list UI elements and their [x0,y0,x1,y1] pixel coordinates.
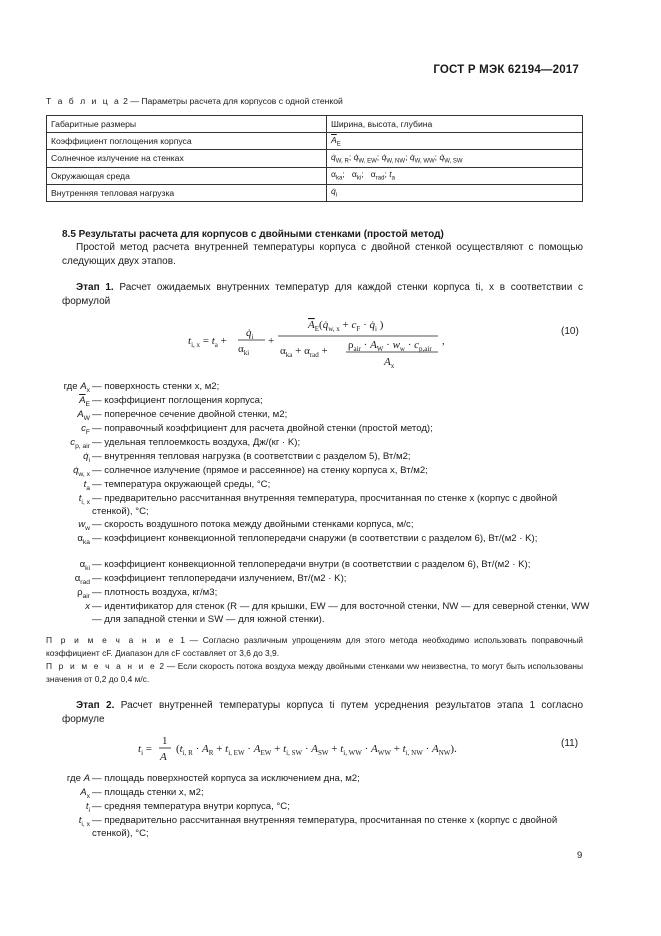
symbol: $w_w$ [78,519,90,532]
parameters-table [46,115,583,202]
definition: — коэффициент конвекционной теплопередачи внутри (в соответствии с разделом 6), Вт/(м2 · K); [92,559,531,570]
definition: — коэффициент конвекционной теплопередачи снаружи (в соответствии с разделом 6), Вт/(м2 · K); [92,533,538,544]
definition: — удельная теплоемкость воздуха, Дж/(кг · K); [92,437,301,448]
definition: — внутренняя тепловая нагрузка (в соответствии с разделом 5), Вт/м2; [92,451,411,462]
symbol: $q̇_i$ [83,451,90,464]
definition: — идентификатор для стенок (R — для крышки, EW — для восточной стенки, NW — для северной стенки, WW — для западной стенки и SW — для южной стенки). [92,601,590,625]
definition: — поправочный коэффициент для расчета двойной стенки (простой метод); [92,423,433,434]
table-row [47,167,583,184]
table-row [47,184,583,201]
symbol: $\rho_{air}$ [77,587,90,600]
note-1 [46,634,583,659]
document-header: ГОСТ Р МЭК 62194—2017 [433,64,579,76]
svg-text:A: A [160,751,167,763]
table-row [47,150,583,167]
table-cell: $\alpha_{ka}$; $\alpha_{ki}$; $\alpha_{rad}$; $t_a$ [327,167,583,184]
table-caption [46,96,343,106]
formula-11 [136,730,496,766]
equation-number-10: (10) [561,326,579,337]
note-text: 1 — Согласно различным упрощениям для этого метода необходимо использовать поправочный коэффициент cF. Диапазон для cF составляет от 3,6 до 3,9. [46,635,583,658]
definition: — плотность воздуха, кг/м3; [92,587,218,598]
svg-text:ti =: $t_i$ = [138,743,152,757]
definition: — поверхность стенки x, м2; [92,381,220,392]
svg-text:ti, x = ta +: $t_{i, x} = t_a$ + [188,335,227,349]
where-list-1 [16,381,596,629]
svg-text:q̇i: $q̇_i$ [246,327,254,341]
definition: — площадь поверхностей корпуса за исключением дна, м2; [92,773,360,784]
table-caption-word: Т а б л и ц а [46,96,121,106]
definition: — температура окружающей среды, °C; [92,479,271,490]
svg-text:Ax: $A_x$ [384,356,395,370]
symbol: $\alpha_{rad}$ [74,573,90,586]
table-cell: Солнечное излучение на стенках [47,150,327,167]
note-label: П р и м е ч а н и е [46,635,176,645]
symbol: $c_F$ [81,423,90,436]
formula-10 [180,312,470,372]
table-row [47,116,583,133]
definition: — средняя температура внутри корпуса, °C; [92,801,290,812]
svg-text:αki: $\alpha_{ki}$ [238,343,250,357]
symbol: $t_a$ [83,479,90,492]
table-cell: Габаритные размеры [47,116,327,133]
table-cell: Коэффициент поглощения корпуса [47,133,327,150]
definition: — скорость воздушного потока между двойными стенками корпуса, м/с; [92,519,414,530]
stage2-paragraph [62,699,583,727]
symbol: где $A_x$ [63,381,90,394]
svg-text:+: + [268,335,275,347]
svg-text:αka + αrad +: $\alpha_{ka} + \alpha_{rad}$ + [280,345,328,359]
svg-text:(ti, R · AR + ti, EW · AEW + t: $(t_{i, R} \cdot A_R + t_{i, EW} \cdot A_{EW} + t_{i, SW} \cdot A_{SW} + t_{i, WW} \cdot A_{WW} + t_{i, NW} \cdot A_{NW})$. [176,743,457,757]
note-label: П р и м е ч а н и е [46,661,157,671]
table-cell: Внутренняя тепловая нагрузка [47,184,327,201]
definition: — коэффициент поглощения корпуса; [92,395,263,406]
definition: — коэффициент теплопередачи излучением, Вт/(м2 · K); [92,573,347,584]
symbol: $\overline{A}_E$ [79,395,90,408]
svg-text:,: , [442,335,445,347]
symbol: $t_{i, x}$ [78,493,90,506]
table-cell: Ширина, высота, глубина [327,116,583,133]
svg-text:AE(q̇w, x + cF · q̇i ): $A_E(q̇_{w, x} + c_F$ · $q̇_i$ ) [308,319,384,333]
symbol: $t_{i, x}$ [78,815,90,828]
symbol: $t_i$ [85,801,90,814]
stage2-text: Расчет внутренней температуры корпуса ti путем усреднения результатов этапа 1 согласно формуле [62,700,584,725]
table-cell: Окружающая среда [47,167,327,184]
symbol: $q̇_{w, x}$ [73,465,90,478]
symbol: $c_{p, air}$ [70,437,90,450]
section-title: 8.5 Результаты расчета для корпусов с двойными стенками (простой метод) [62,229,444,240]
stage1-paragraph [62,281,583,309]
stage1-text: Расчет ожидаемых внутренних температур для каждой стенки корпуса ti, x в соответствии с формулой [62,282,583,307]
note-2 [46,660,583,685]
definition: — солнечное излучение (прямое и рассеянное) на стенку корпуса x, Вт/м2; [92,465,428,476]
symbol: $\alpha_{ka}$ [77,533,90,546]
svg-text:1: 1 [162,735,168,747]
svg-text:ρair · AW · ww · cp,air: $\rho_{air} \cdot A_W \cdot w_w \cdot c_{p,air}$ [348,339,432,353]
definition: — поперечное сечение двойной стенки, м2; [92,409,288,420]
symbol: $A_W$ [77,409,90,422]
table-caption-text: 2 — Параметры расчета для корпусов с одной стенкой [120,96,343,106]
stage1-label: Этап 1. [76,282,114,293]
symbol: $A_x$ [80,787,90,800]
table-cell: $q̇_{W, R}$; $q̇_{W, EW}$; $q̇_{W, NW}$; $q̇_{W, WW}$; $q̇_{W, SW}$ [327,150,583,167]
table-cell: $q̇_i$ [327,184,583,201]
page-number: 9 [577,850,583,861]
symbol: где A [66,773,90,784]
definition: — предварительно рассчитанная внутренняя температура, просчитанная по стенке x (корпус с двойной стенкой), °C; [92,815,558,839]
note-text: 2 — Если скорость потока воздуха между двойными стенками ww неизвестна, то могут быть использованы значения от 0,2 до 0,4 м/с. [46,661,583,684]
where-list-2 [16,773,596,843]
stage2-label: Этап 2. [76,700,115,711]
table-row [47,133,583,150]
symbol: x [85,601,90,612]
definition: — площадь стенки x, м2; [92,787,204,798]
table-cell: $\overline{A}_E$ [327,133,583,150]
symbol: $\alpha_{ki}$ [79,559,90,572]
intro-paragraph: Простой метод расчета внутренней температуры корпуса с двойной стенкой осуществляют с помощью следующих двух этапов. [62,242,583,267]
equation-number-11: (11) [561,738,579,749]
definition: — предварительно рассчитанная внутренняя температура, просчитанная по стенке x (корпус с двойной стенкой), °C; [92,493,558,517]
